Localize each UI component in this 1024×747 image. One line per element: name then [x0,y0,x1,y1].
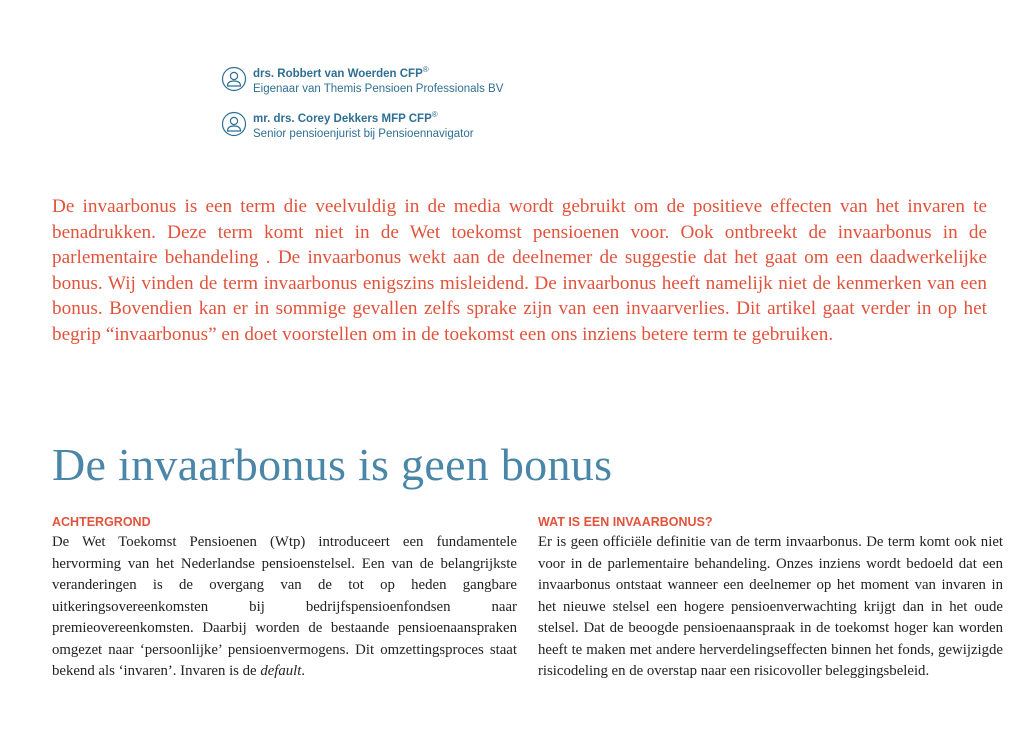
section-definition [538,514,1003,683]
author-entry [221,107,503,142]
author-role: Eigenaar van Themis Pensioen Professionals BV [253,82,504,95]
section-heading: WAT IS EEN INVAARBONUS? [538,515,713,529]
person-icon [221,66,247,92]
intro-paragraph: De invaarbonus is een term die veelvuldig in de media wordt gebruikt om de positieve effecten van het invaren te benadrukken. Deze term komt niet in de Wet toekomst pensioenen voor. Ook ontbreekt de invaarbonus in de parlementaire behandeling . De invaarbonus wekt aan de deelnemer de suggestie dat het gaat om een daadwerkelijke bonus. Wij vinden de term invaarbonus enigszins misleidend. De invaarbonus heeft namelijk niet de kenmerken van een bonus. Bovendien kan er in sommige gevallen zelfs sprake zijn van een invaarverlies. Dit artikel gaat verder in op het begrip “invaarbonus” en doet voorstellen om in de toekomst een ons inziens betere term te gebruiken. [52,196,987,345]
section-heading: ACHTERGROND [52,515,151,529]
author-role: Senior pensioenjurist bij Pensioennavigator [253,127,474,140]
author-name: mr. drs. Corey Dekkers MFP CFP® [253,109,438,125]
author-name: drs. Robbert van Woerden CFP® [253,65,429,80]
section-body: De Wet Toekomst Pensioenen (Wtp) introduceert een fundamentele hervorming van het Nederlandse pensioenstelsel. Een van de belangrijkste veranderingen is de overgang van de tot op heden gangbare uitkeringsovereenkomsten bij bedrijfspensioenfondsen naar premieovereenkomsten. Daarbij worden de bestaande pensioenaanspraken omgezet naar ‘persoonlijke’ pensioenvermogens. Dit omzettingsproces staat bekend als ‘invaren’. Invaren is de default. [52,534,517,679]
section-body: Er is geen officiële definitie van de term invaarbonus. De term komt ook niet voor in de parlementaire behandeling. Onzes inziens wordt bedoeld dat een invaarbonus ontstaat wanneer een deelnemer op het moment van invaren in het nieuwe stelsel een hogere pensioenverwachting krijgt dan in het oude stelsel. Dat de beoogde pensioenaanspraak in de toekomst hoger kan worden heeft te maken met andere herverdelingseffecten binnen het fonds, gewijzigde risicodeling en de overstap naar een risicovoller beleggingsbeleid. [538,534,1003,679]
author-list [221,62,503,152]
person-icon [221,111,247,137]
article-title: De invaarbonus is geen bonus [52,439,613,490]
author-entry [221,62,503,97]
section-background [52,514,517,683]
